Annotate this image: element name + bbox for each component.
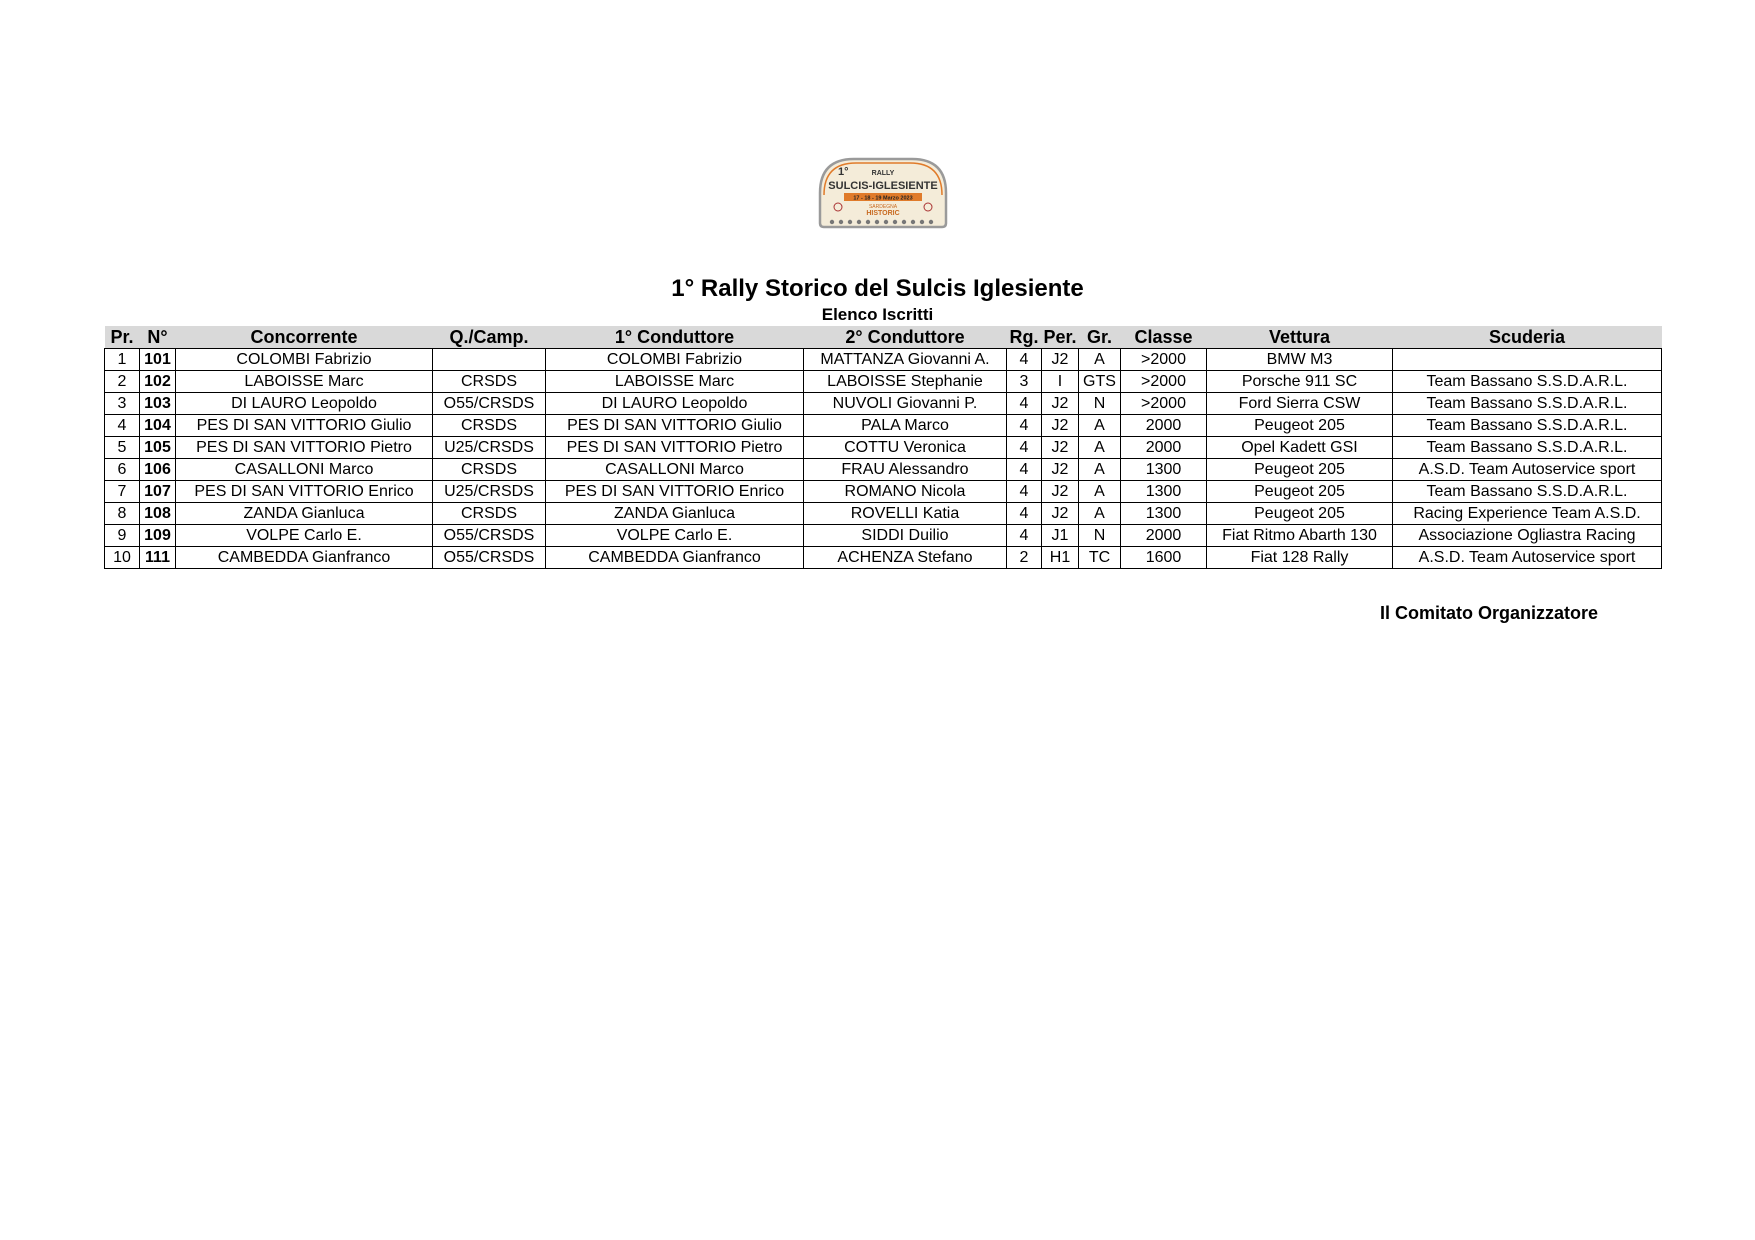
table-row [105,459,1662,481]
cell-qualification: O55/CRSDS [433,393,546,415]
cell-second-driver: MATTANZA Giovanni A. [804,349,1007,371]
column-header-region: Rg. [1007,326,1042,349]
organizing-committee: Il Comitato Organizzatore [1380,603,1599,623]
cell-first-driver: DI LAURO Leopoldo [546,393,804,415]
cell-region: 2 [1007,547,1042,569]
logo-tag: HISTORIC [866,210,900,217]
cell-first-driver: VOLPE Carlo E. [546,525,804,547]
cell-group: A [1079,459,1121,481]
table-body [105,349,1662,569]
cell-car: Porsche 911 SC [1207,371,1393,393]
cell-second-driver: ROMANO Nicola [804,481,1007,503]
cell-team [1393,349,1662,371]
cell-car: Ford Sierra CSW [1207,393,1393,415]
table-row [105,525,1662,547]
cell-competitor: PES DI SAN VITTORIO Pietro [176,437,433,459]
cell-qualification: CRSDS [433,503,546,525]
cell-competitor: DI LAURO Leopoldo [176,393,433,415]
cell-number: 102 [140,371,176,393]
cell-team: Team Bassano S.S.D.A.R.L. [1393,371,1662,393]
cell-second-driver: ROVELLI Katia [804,503,1007,525]
cell-competitor: VOLPE Carlo E. [176,525,433,547]
table-row [105,393,1662,415]
table-row [105,415,1662,437]
cell-group: A [1079,503,1121,525]
cell-period: J2 [1042,503,1079,525]
cell-period: J2 [1042,415,1079,437]
cell-qualification: O55/CRSDS [433,547,546,569]
table-row [105,503,1662,525]
cell-number: 109 [140,525,176,547]
cell-class: >2000 [1121,349,1207,371]
cell-region: 4 [1007,349,1042,371]
cell-second-driver: ACHENZA Stefano [804,547,1007,569]
cell-competitor: CAMBEDDA Gianfranco [176,547,433,569]
column-header-competitor: Concorrente [176,326,433,349]
cell-position: 8 [105,503,140,525]
column-header-car: Vettura [1207,326,1393,349]
cell-period: J1 [1042,525,1079,547]
cell-region: 4 [1007,459,1042,481]
cell-second-driver: SIDDI Duilio [804,525,1007,547]
cell-first-driver: PES DI SAN VITTORIO Pietro [546,437,804,459]
cell-period: J2 [1042,437,1079,459]
cell-class: 1300 [1121,503,1207,525]
cell-car: Fiat 128 Rally [1207,547,1393,569]
cell-second-driver: NUVOLI Giovanni P. [804,393,1007,415]
cell-group: A [1079,481,1121,503]
cell-car: Opel Kadett GSI [1207,437,1393,459]
cell-competitor: ZANDA Gianluca [176,503,433,525]
cell-position: 5 [105,437,140,459]
logo-dates: 17 - 18 - 19 Marzo 2023 [853,195,913,202]
cell-class: 1300 [1121,459,1207,481]
cell-car: Peugeot 205 [1207,415,1393,437]
table-row [105,437,1662,459]
table-row [105,371,1662,393]
table-header-row [105,326,1662,349]
cell-group: GTS [1079,371,1121,393]
column-header-group: Gr. [1079,326,1121,349]
cell-competitor: LABOISSE Marc [176,371,433,393]
column-header-qualification: Q./Camp. [433,326,546,349]
cell-second-driver: LABOISSE Stephanie [804,371,1007,393]
cell-position: 2 [105,371,140,393]
cell-number: 107 [140,481,176,503]
cell-class: 2000 [1121,415,1207,437]
cell-first-driver: PES DI SAN VITTORIO Enrico [546,481,804,503]
cell-qualification: U25/CRSDS [433,437,546,459]
cell-region: 3 [1007,371,1042,393]
column-header-period: Per. [1043,326,1077,347]
cell-group: TC [1079,547,1121,569]
cell-competitor: PES DI SAN VITTORIO Enrico [176,481,433,503]
cell-qualification: O55/CRSDS [433,525,546,547]
cell-class: 1600 [1121,547,1207,569]
cell-qualification [433,349,546,371]
document-subtitle: Elenco Iscritti [821,305,934,324]
cell-team: Team Bassano S.S.D.A.R.L. [1393,393,1662,415]
column-header-number: N° [140,326,176,349]
cell-car: Peugeot 205 [1207,503,1393,525]
cell-region: 4 [1007,393,1042,415]
cell-car: BMW M3 [1207,349,1393,371]
cell-competitor: COLOMBI Fabrizio [176,349,433,371]
cell-group: N [1079,525,1121,547]
cell-period: J2 [1042,393,1079,415]
cell-region: 4 [1007,415,1042,437]
logo-line2: SULCIS-IGLESIENTE [828,180,938,192]
cell-region: 4 [1007,525,1042,547]
cell-second-driver: FRAU Alessandro [804,459,1007,481]
cell-number: 105 [140,437,176,459]
cell-position: 3 [105,393,140,415]
logo-ordinal: 1° [838,166,849,178]
cell-team: Team Bassano S.S.D.A.R.L. [1393,415,1662,437]
cell-competitor: CASALLONI Marco [176,459,433,481]
column-header-class: Classe [1121,326,1207,349]
column-header-position: Pr. [105,326,140,349]
column-header-first-driver: 1° Conduttore [546,326,804,349]
cell-car: Fiat Ritmo Abarth 130 [1207,525,1393,547]
cell-team: Team Bassano S.S.D.A.R.L. [1393,481,1662,503]
table-row [105,349,1662,371]
cell-group: A [1079,415,1121,437]
cell-competitor: PES DI SAN VITTORIO Giulio [176,415,433,437]
cell-class: >2000 [1121,393,1207,415]
logo-region: SARDEGNA [868,204,898,210]
cell-period: H1 [1042,547,1079,569]
cell-number: 111 [140,547,176,569]
cell-class: 2000 [1121,525,1207,547]
cell-number: 104 [140,415,176,437]
cell-number: 106 [140,459,176,481]
cell-first-driver: ZANDA Gianluca [546,503,804,525]
rally-logo [814,153,952,231]
cell-region: 4 [1007,437,1042,459]
cell-position: 1 [105,349,140,371]
cell-first-driver: CASALLONI Marco [546,459,804,481]
cell-class: 2000 [1121,437,1207,459]
cell-first-driver: LABOISSE Marc [546,371,804,393]
cell-first-driver: PES DI SAN VITTORIO Giulio [546,415,804,437]
document-title: 1° Rally Storico del Sulcis Iglesiente [671,275,1084,302]
cell-position: 10 [105,547,140,569]
cell-period: J2 [1042,481,1079,503]
cell-team: Team Bassano S.S.D.A.R.L. [1393,437,1662,459]
cell-period: I [1042,371,1079,393]
cell-class: >2000 [1121,371,1207,393]
cell-position: 9 [105,525,140,547]
cell-first-driver: CAMBEDDA Gianfranco [546,547,804,569]
cell-position: 7 [105,481,140,503]
cell-second-driver: PALA Marco [804,415,1007,437]
column-header-second-driver: 2° Conduttore [804,326,1007,349]
cell-region: 4 [1007,481,1042,503]
cell-car: Peugeot 205 [1207,481,1393,503]
cell-qualification: CRSDS [433,371,546,393]
cell-position: 6 [105,459,140,481]
cell-period: J2 [1042,349,1079,371]
cell-number: 101 [140,349,176,371]
cell-number: 108 [140,503,176,525]
cell-team: Associazione Ogliastra Racing [1393,525,1662,547]
cell-first-driver: COLOMBI Fabrizio [546,349,804,371]
cell-number: 103 [140,393,176,415]
cell-qualification: CRSDS [433,415,546,437]
cell-group: A [1079,437,1121,459]
column-header-team: Scuderia [1393,326,1662,349]
table-row [105,481,1662,503]
cell-region: 4 [1007,503,1042,525]
cell-car: Peugeot 205 [1207,459,1393,481]
cell-position: 4 [105,415,140,437]
cell-qualification: U25/CRSDS [433,481,546,503]
cell-group: A [1079,349,1121,371]
logo-line1: RALLY [871,170,895,177]
cell-team: A.S.D. Team Autoservice sport [1393,547,1662,569]
rally-logo-graphic [814,153,952,231]
cell-period: J2 [1042,459,1079,481]
cell-second-driver: COTTU Veronica [804,437,1007,459]
entries-table [104,326,1662,569]
cell-class: 1300 [1121,481,1207,503]
cell-qualification: CRSDS [433,459,546,481]
cell-group: N [1079,393,1121,415]
table-row [105,547,1662,569]
cell-team: Racing Experience Team A.S.D. [1393,503,1662,525]
cell-team: A.S.D. Team Autoservice sport [1393,459,1662,481]
